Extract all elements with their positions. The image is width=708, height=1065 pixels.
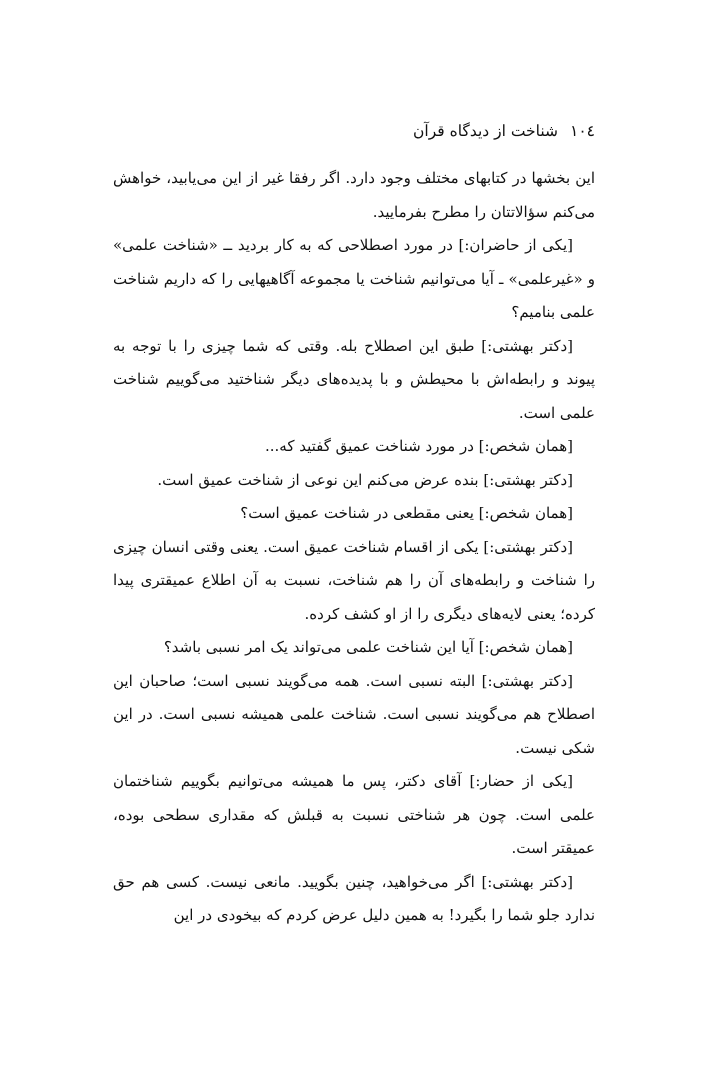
paragraph-3: [دکتر بهشتی:] طبق این اصطلاح بله. وقتی که شما چیزی را با توجه به پیوند و رابطه‌اش با محیطش و با پدیده‌های دیگر شناختید می‌گوییم شناخت علمی است. — [113, 336, 595, 422]
paragraph-10: [یکی از حضار:] آقای دکتر، پس ما همیشه می‌توانیم بگوییم شناختمان علمی است. چون هر شناختی نسبت به قبلش که مقداری سطحی بوده، عمیقتر است. — [113, 772, 595, 857]
paragraph-11: [دکتر بهشتی:] اگر می‌خواهید، چنین بگویید. مانعی نیست. کسی هم حق ندارد جلو شما را بگیرد! به همین دلیل عرض کردم که بیخودی در این — [113, 872, 595, 924]
paragraph-7: [دکتر بهشتی:] یکی از اقسام شناخت عمیق است. یعنی وقتی انسان چیزی را شناخت و رابطه‌های آن را هم شناخت، نسبت به آن اطلاع عمیقتری پیدا کرده؛ یعنی لایه‌های دیگری را از او کشف کرده. — [113, 537, 595, 623]
paragraph-1: این بخشها در کتابهای مختلف وجود دارد. اگر رفقا غیر از این می‌یابید، خواهش می‌کنم سؤالاتتان را مطرح بفرمایید. — [113, 169, 595, 221]
body-text — [113, 162, 595, 933]
paragraph-4: [همان شخص:] در مورد شناخت عمیق گفتید که... — [264, 437, 573, 455]
paragraph-2: [یکی از حاضران:] در مورد اصطلاحی که به کار بردید ــ «شناخت علمی» و «غیرعلمی» ـ آیا می‌توانیم شناخت یا مجموعه آگاهیهایی را که داریم شناخت علمی بنامیم؟ — [113, 236, 595, 321]
running-header — [113, 118, 595, 148]
paragraph-9: [دکتر بهشتی:] البته نسبی است. همه می‌گویند نسبی است؛ صاحبان این اصطلاح هم می‌گویند نسبی است. شناخت علمی همیشه نسبی است. در این شکی نیست. — [113, 671, 595, 757]
book-title: شناخت از دیدگاه قرآن — [413, 122, 559, 140]
page-number: ١٠٤ — [570, 122, 595, 140]
paragraph-5: [دکتر بهشتی:] بنده عرض می‌کنم این نوعی از شناخت عمیق است. — [157, 470, 573, 489]
book-page — [113, 118, 595, 933]
paragraph-6: [همان شخص:] یعنی مقطعی در شناخت عمیق است؟ — [240, 504, 573, 522]
paragraph-8: [همان شخص:] آیا این شناخت علمی می‌تواند یک امر نسبی باشد؟ — [163, 638, 573, 656]
